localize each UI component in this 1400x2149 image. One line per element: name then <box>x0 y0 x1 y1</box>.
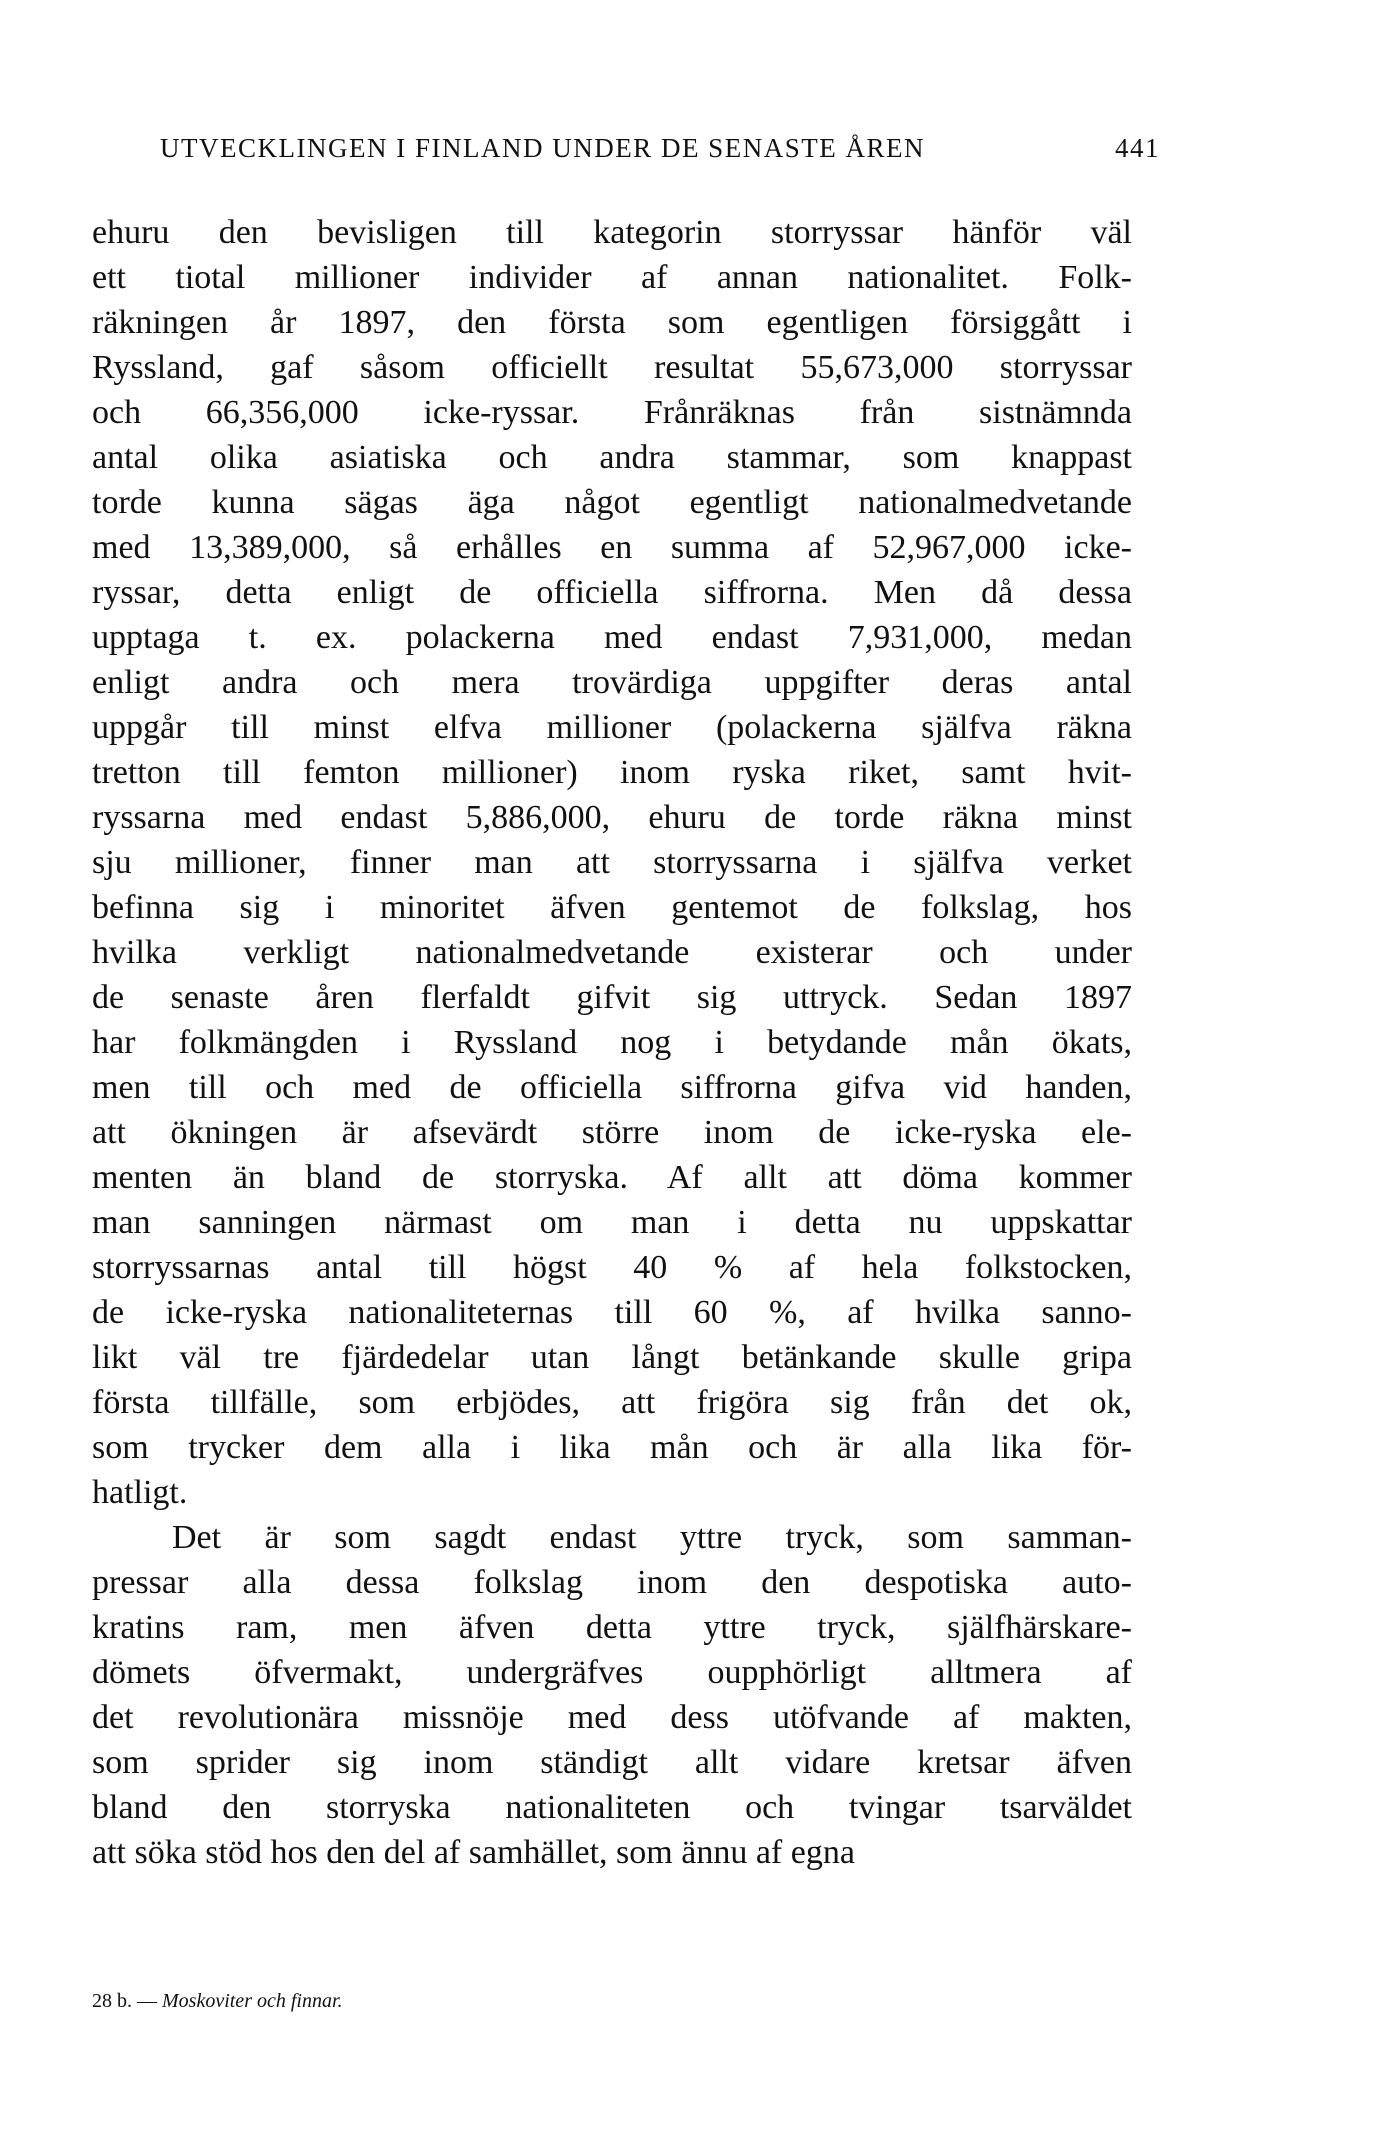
text-line: har folkmängden i Ryssland nog i betydande mån ökats, <box>92 1024 1132 1061</box>
text-line: räkningen år 1897, den första som egentligen försiggått i <box>92 304 1132 341</box>
text-line: men till och med de officiella siffrorna gifva vid handen, <box>92 1069 1132 1106</box>
footer-dash: — <box>137 1990 157 2012</box>
text-line: ett tiotal millioner individer af annan nationalitet. Folk- <box>92 259 1132 296</box>
text-line: sju millioner, finner man att storryssarna i själfva verket <box>92 844 1132 881</box>
signature-mark: 28 b. <box>92 1990 132 2012</box>
text-line: som trycker dem alla i lika mån och är alla lika för- <box>92 1429 1132 1466</box>
text-line: kratins ram, men äfven detta yttre tryck, själfhärskare- <box>92 1609 1132 1646</box>
text-line: antal olika asiatiska och andra stammar, som knappast <box>92 439 1132 476</box>
text-line: menten än bland de storryska. Af allt att döma kommer <box>92 1159 1132 1196</box>
text-line: hvilka verkligt nationalmedvetande existerar och under <box>92 934 1132 971</box>
text-line: bland den storryska nationaliteten och tvingar tsarväldet <box>92 1789 1132 1826</box>
body-text <box>92 210 1132 1875</box>
text-line: det revolutionära missnöje med dess utöfvande af makten, <box>92 1699 1132 1736</box>
text-line: att ökningen är afsevärdt större inom de icke-ryska ele- <box>92 1114 1132 1151</box>
text-line: enligt andra och mera trovärdiga uppgifter deras antal <box>92 664 1132 701</box>
text-line: likt väl tre fjärdedelar utan långt betänkande skulle gripa <box>92 1339 1132 1376</box>
text-line: pressar alla dessa folkslag inom den despotiska auto- <box>92 1564 1132 1601</box>
footer-book-title: Moskoviter och finnar. <box>162 1990 343 2012</box>
text-line: med 13,389,000, så erhålles en summa af 52,967,000 icke- <box>92 529 1132 566</box>
text-line: upptaga t. ex. polackerna med endast 7,931,000, medan <box>92 619 1132 656</box>
text-line: dömets öfvermakt, undergräfves oupphörligt alltmera af <box>92 1654 1132 1691</box>
text-line: storryssarnas antal till högst 40 % af hela folkstocken, <box>92 1249 1132 1286</box>
page-number: 441 <box>1115 133 1160 163</box>
text-line: de icke-ryska nationaliteternas till 60 %, af hvilka sanno- <box>92 1294 1132 1331</box>
paragraph <box>92 210 1132 1515</box>
text-line: Ryssland, gaf såsom officiellt resultat 55,673,000 storryssar <box>92 349 1132 386</box>
running-head-title: UTVECKLINGEN I FINLAND UNDER DE SENASTE ÅREN <box>160 133 925 163</box>
text-line: torde kunna sägas äga något egentligt nationalmedvetande <box>92 484 1132 521</box>
text-line: befinna sig i minoritet äfven gentemot de folkslag, hos <box>92 889 1132 926</box>
text-line: uppgår till minst elfva millioner (polackerna själfva räkna <box>92 709 1132 746</box>
text-line: de senaste åren flerfaldt gifvit sig uttryck. Sedan 1897 <box>92 979 1132 1016</box>
signature-footer <box>92 1990 343 2013</box>
text-line: tretton till femton millioner) inom ryska riket, samt hvit- <box>92 754 1132 791</box>
text-line: första tillfälle, som erbjödes, att frigöra sig från det ok, <box>92 1384 1132 1421</box>
text-line: att söka stöd hos den del af samhället, som ännu af egna <box>92 1834 855 1871</box>
text-line: som sprider sig inom ständigt allt vidare kretsar äfven <box>92 1744 1132 1781</box>
text-line: och 66,356,000 icke-ryssar. Frånräknas från sistnämnda <box>92 394 1132 431</box>
text-line: ehuru den bevisligen till kategorin storryssar hänför väl <box>92 214 1132 251</box>
paragraph <box>92 1515 1132 1875</box>
text-line: ryssarna med endast 5,886,000, ehuru de torde räkna minst <box>92 799 1132 836</box>
text-line: Det är som sagdt endast yttre tryck, som samman- <box>172 1519 1132 1556</box>
text-line: ryssar, detta enligt de officiella siffrorna. Men då dessa <box>92 574 1132 611</box>
text-line: hatligt. <box>92 1474 188 1511</box>
text-line: man sanningen närmast om man i detta nu uppskattar <box>92 1204 1132 1241</box>
